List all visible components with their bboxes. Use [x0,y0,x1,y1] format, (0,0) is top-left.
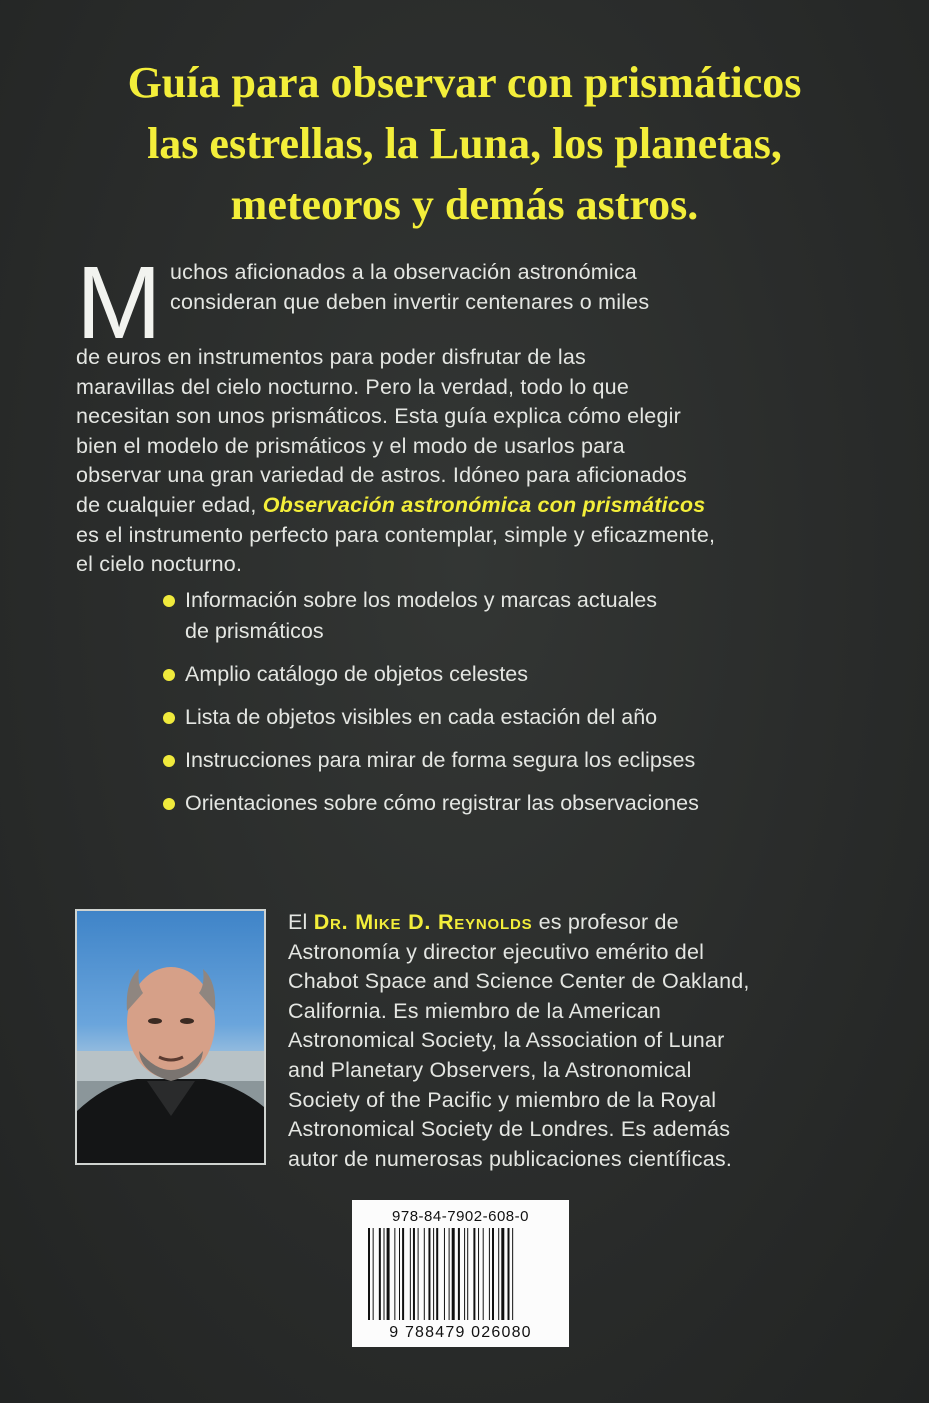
author-name: Dr. Mike D. Reynolds [313,910,533,934]
feature-text: Instrucciones para mirar de forma segura los eclipses [185,748,696,772]
feature-item [160,702,860,733]
bio-line: Astronomía y director ejecutivo emérito del [288,939,705,964]
book-title: Observación astronómica con prismáticos [262,492,706,517]
bio-line: California. Es miembro de la American [288,998,662,1023]
feature-list [160,585,860,831]
intro-line: observar una gran variedad de astros. Idóneo para aficionados [76,463,688,488]
feature-item [160,788,860,819]
bullet-icon [163,669,175,681]
headline-line-1: Guía para observar con prismáticos [127,58,802,107]
feature-item [160,745,860,776]
headline-line-2: las estrellas, la Luna, los planetas, [147,119,782,168]
feature-text: de prismáticos [185,619,324,643]
bullet-icon [163,755,175,767]
headline [40,52,889,235]
feature-text: Lista de objetos visibles en cada estación del año [185,705,658,729]
bio-line: autor de numerosas publicaciones científicas. [288,1146,733,1171]
barcode-digits: 9 788479 026080 [389,1324,532,1341]
bullet-icon [163,595,175,607]
feature-item [160,659,860,690]
bullet-icon [163,798,175,810]
author-bio [288,908,888,1174]
feature-text: Información sobre los modelos y marcas actuales [185,588,658,612]
barcode [352,1200,569,1347]
intro-paragraph [76,245,856,580]
feature-text: Orientaciones sobre cómo registrar las observaciones [185,791,699,815]
barcode-bars-icon [366,1228,556,1324]
feature-item [160,585,860,647]
bio-line: Society of the Pacific y miembro de la Royal [288,1087,717,1112]
intro-line: es el instrumento perfecto para contemplar, simple y eficazmente, [76,522,716,547]
intro-line: maravillas del cielo nocturno. Pero la verdad, todo lo que [76,374,629,399]
intro-line: el cielo nocturno. [76,552,243,577]
bio-line: Chabot Space and Science Center de Oakland, [288,969,750,994]
bullet-icon [163,712,175,724]
intro-line [76,491,856,521]
headline-line-3: meteoros y demás astros. [230,180,699,229]
feature-text: Amplio catálogo de objetos celestes [185,662,529,686]
author-portrait-illustration [77,911,264,1163]
intro-line: uchos aficionados a la observación astronómica [170,260,637,284]
intro-line: de euros en instrumentos para poder disfrutar de las [76,345,586,369]
drop-cap: M [76,245,162,360]
author-photo [75,909,266,1165]
intro-line: necesitan son unos prismáticos. Esta guía explica cómo elegir [76,404,681,429]
bio-line-rest: es profesor de [532,910,679,934]
bio-line: Astronomical Society de Londres. Es además [288,1117,731,1142]
bio-line: Astronomical Society, la Association of Lunar [288,1028,725,1053]
intro-line: bien el modelo de prismáticos y el modo de usarlos para [76,433,625,458]
intro-line: consideran que deben invertir centenares o miles [170,289,650,314]
bio-line: and Planetary Observers, la Astronomical [288,1057,692,1082]
bio-line [288,908,888,938]
bio-prefix: El [288,910,314,934]
intro-line-prefix: de cualquier edad, [76,492,263,517]
isbn-text: 978-84-7902-608-0 [392,1208,529,1225]
